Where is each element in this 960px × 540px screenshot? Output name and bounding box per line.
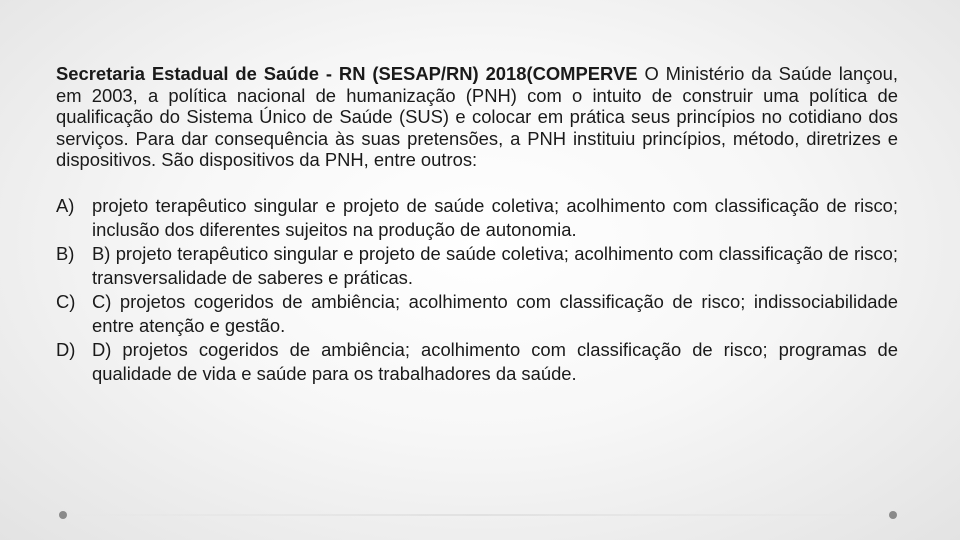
question-source: Secretaria Estadual de Saúde - RN (SESAP/RN) 2018(COMPERVE xyxy=(56,63,638,84)
option-text: D) projetos cogeridos de ambiência; acolhimento com classificação de risco; programas de qualidade de vida e saúde para os trabalhadores da saúde. xyxy=(92,339,898,384)
option-b[interactable] xyxy=(56,242,898,290)
footer-divider xyxy=(68,514,888,516)
option-letter: B) xyxy=(56,243,75,264)
answer-options xyxy=(56,194,898,386)
option-text: projeto terapêutico singular e projeto de saúde coletiva; acolhimento com classificação de risco; inclusão dos diferentes sujeitos na produção de autonomia. xyxy=(92,195,898,240)
option-c[interactable] xyxy=(56,290,898,338)
option-text: C) projetos cogeridos de ambiência; acolhimento com classificação de risco; indissociabilidade entre atenção e gestão. xyxy=(92,291,898,336)
option-a[interactable] xyxy=(56,194,898,242)
option-d[interactable] xyxy=(56,338,898,386)
option-letter: A) xyxy=(56,195,75,216)
question-body: O Ministério da Saúde lançou, em 2003, a política nacional de humanização (PNH) com o intuito de construir uma política de qualificação do Sistema Único de Saúde (SUS) e colocar em prática seus princípios no cotidiano dos serviços. Para dar consequência às suas pretensões, a PNH instituiu princípios, método, diretrizes e dispositivos. São dispositivos da PNH, entre outros: xyxy=(56,63,899,171)
option-letter: C) xyxy=(56,291,76,312)
option-letter: D) xyxy=(56,339,76,360)
footer-dot-right xyxy=(889,511,897,519)
question-text xyxy=(56,63,898,171)
footer-dot-left xyxy=(59,511,67,519)
option-text: B) projeto terapêutico singular e projeto de saúde coletiva; acolhimento com classificação de risco; transversalidade de saberes e práticas. xyxy=(92,243,898,288)
